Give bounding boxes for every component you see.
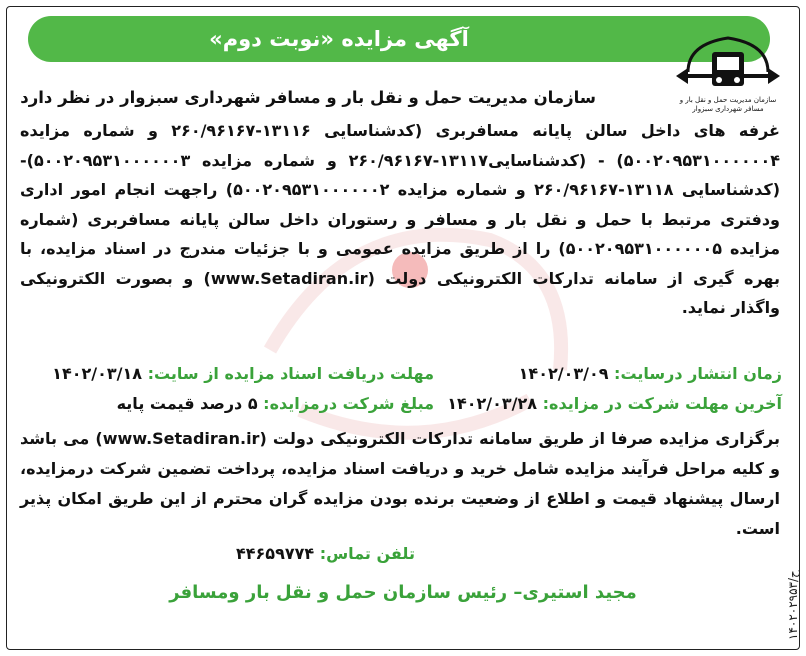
publish-date-value: ۱۴۰۲/۰۳/۰۹	[518, 364, 609, 383]
contact-value: ۴۴۶۵۹۷۷۴	[236, 544, 315, 563]
logo-caption: سازمان مدیریت حمل و نقل بار و مسافر شهرداری سبزوار	[679, 96, 777, 113]
contact-label: تلفن تماس:	[319, 544, 415, 563]
contact-row	[236, 544, 415, 563]
participation-deadline-row	[447, 394, 782, 413]
receive-deadline-label: مهلت دریافت اسناد مزایده از سایت:	[147, 364, 434, 383]
deposit-value: ۵ درصد قیمت پایه	[116, 394, 258, 413]
receive-deadline-value: ۱۴۰۲/۰۳/۱۸	[52, 364, 142, 383]
announcement-paragraph: غرفه های داخل سالن پایانه مسافربری (کدشناسایی ۱۳۱۱۶-۲۶۰/۹۶۱۶۷ و شماره مزایده ۵۰۰۲۰۹۵۳۱۰۰۰۰۰۰۴) - (کدشناسایی۱۳۱۱۷-۲۶۰/۹۶۱۶۷ و شماره مزایده ۵۰۰۲۰۹۵۳۱۰۰۰۰۰۰۳)- (کدشناسایی ۱۳۱۱۸-۲۶۰/۹۶۱۶۷ و شماره مزایده ۵۰۰۲۰۹۵۳۱۰۰۰۰۰۰۲) راجهت انجام امور اداری ودفتری مرتبط با حمل و نقل بار و مسافر و رستوران داخل سالن پایانه مسافربری (شماره مزایده ۵۰۰۲۰۹۵۳۱۰۰۰۰۰۰۵) را از طریق مزایده عمومی و با جزئیات مندرج در اسناد مزایده، با بهره گیری از سامانه تدارکات الکترونیکی دولت (www.Setadiran.ir) و بصورت الکترونیکی واگذار نماید.	[20, 121, 781, 317]
receive-deadline-row	[52, 364, 434, 383]
publish-date-row	[519, 364, 782, 383]
participation-deadline-label: آخرین مهلت شرکت در مزایده:	[542, 394, 782, 413]
deposit-row	[117, 394, 434, 413]
participation-deadline-value: ۱۴۰۲/۰۳/۲۸	[447, 394, 538, 413]
announcement-headline: سازمان مدیریت حمل و نقل بار و مسافر شهرداری سبزوار در نظر دارد	[20, 88, 596, 107]
title-banner	[28, 16, 770, 62]
side-reference-code: ح/۱۴۰۲۰۲۹۵۳	[786, 570, 800, 640]
banner-title: آگهی مزایده «نوبت دوم»	[209, 27, 469, 51]
publish-date-label: زمان انتشار درسایت:	[614, 364, 782, 383]
signature: مجید استیری– رئیس سازمان حمل و نقل بار ومسافر	[169, 582, 637, 603]
announcement-body	[20, 116, 780, 323]
procedure-paragraph: برگزاری مزایده صرفا از طریق سامانه تدارکات الکترونیکی دولت (www.Setadiran.ir) می باشد و کلیه مراحل فرآیند مزایده شامل خرید و دریافت اسناد مزایده، پرداخت تضمین شرکت درمزایده، ارسال پیشنهاد قیمت و اطلاع از وضعیت برنده بودن مزایده گران محترم از این طریق امکان پذیر است.	[20, 429, 781, 538]
deposit-label: مبلغ شرکت درمزایده:	[263, 394, 434, 413]
procedure-text	[20, 424, 780, 544]
